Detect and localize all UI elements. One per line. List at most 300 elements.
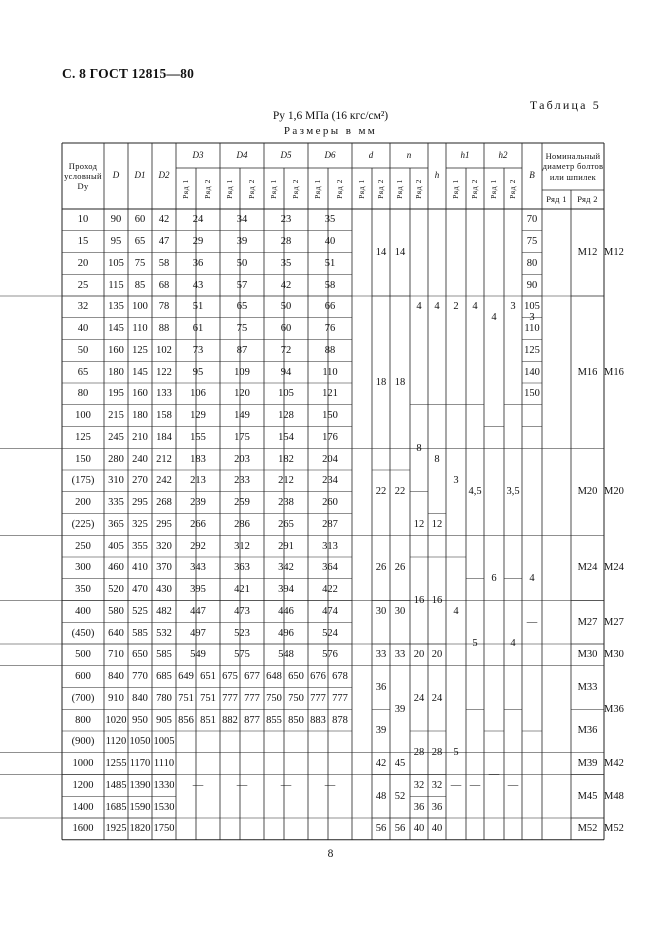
row-D: 310 [108, 475, 124, 487]
merged-b1-cell: M24 [577, 562, 598, 574]
merged-n2-cell: 28 [431, 747, 443, 759]
row-D1: 1590 [129, 801, 151, 813]
row-D: 215 [108, 410, 124, 422]
row-D2: 482 [156, 605, 172, 617]
row-D2: 102 [156, 344, 172, 356]
header-bolt-row2: Ряд 2 [577, 194, 598, 205]
row-D3: 497 [190, 627, 206, 639]
row-D4b: 677 [244, 671, 260, 683]
header-h: h [434, 170, 440, 181]
row-D2: 1005 [153, 736, 175, 748]
dash-D4: — [236, 779, 248, 791]
merged-b2-cell: M48 [604, 790, 624, 802]
row-D1: 770 [132, 671, 148, 683]
row-D4: 34 [236, 214, 248, 226]
row-D6b: 777 [332, 692, 348, 704]
row-dy: (900) [71, 736, 95, 748]
row-D: 95 [110, 236, 122, 248]
dash-D5: — [280, 779, 292, 791]
row-D5b: 850 [288, 714, 304, 726]
row-D2: 685 [156, 671, 172, 683]
row-D: 365 [108, 518, 124, 530]
header-D5: D5 [280, 149, 292, 160]
header-sub-row1-text: Ряд 1 [181, 178, 191, 199]
row-D4: 203 [234, 453, 250, 465]
row-dy: 300 [75, 562, 91, 574]
row-D3: 129 [190, 410, 206, 422]
row-D5: 128 [278, 410, 294, 422]
page-header: С. 8 ГОСТ 12815—80 [62, 66, 195, 81]
header-D3: D3 [192, 149, 204, 160]
merged-n2-cell: 12 [431, 518, 443, 530]
row-dy: (700) [71, 692, 95, 704]
header-sub-row2 [410, 168, 428, 209]
merged-h22-cell: 3 [529, 312, 535, 324]
row-D5: 105 [278, 388, 294, 400]
header-sub-row2 [466, 168, 484, 209]
row-D5: 496 [278, 627, 294, 639]
row-D2: 42 [158, 214, 170, 226]
row-D6: 576 [322, 649, 338, 661]
header-h2: h2 [498, 149, 508, 160]
merged-d2-cell: 14 [394, 246, 406, 258]
dash-h21: — [488, 768, 500, 780]
row-B: 110 [524, 323, 540, 335]
row-dy: 200 [75, 497, 91, 509]
merged-d1-cell: 14 [375, 246, 387, 258]
row-D2: 133 [156, 388, 172, 400]
row-D4: 75 [236, 323, 248, 335]
row-D6: 287 [322, 518, 338, 530]
merged-d2-cell: 26 [394, 562, 406, 574]
row-dy: 800 [75, 714, 91, 726]
header-sub-row2 [328, 168, 352, 209]
row-D4: 57 [236, 279, 248, 291]
merged-b2-cell: M16 [604, 366, 624, 378]
merged-b1-cell: M27 [577, 616, 598, 628]
row-D2: 58 [158, 257, 170, 269]
row-dy: 100 [75, 410, 91, 422]
row-D3: 24 [192, 214, 204, 226]
merged-h11-cell: 5 [472, 638, 478, 650]
merged-h11-cell: 4,5 [468, 486, 482, 498]
row-D6: 76 [324, 323, 336, 335]
row-D1: 355 [132, 540, 148, 552]
row-D5: 50 [280, 301, 292, 313]
row-dy: 500 [75, 649, 91, 661]
row-D2: 158 [156, 410, 172, 422]
row-D5: 265 [278, 518, 294, 530]
row-D4: 575 [234, 649, 250, 661]
row-dy: 1200 [72, 779, 94, 791]
row-D6: 58 [324, 279, 336, 291]
row-D6: 121 [322, 388, 338, 400]
merged-n1-cell: 28 [413, 747, 425, 759]
row-dy: 350 [75, 584, 91, 596]
row-D1: 410 [132, 562, 148, 574]
row-D: 840 [108, 671, 124, 683]
row-D4a: 777 [222, 692, 238, 704]
row-D: 180 [108, 366, 124, 378]
merged-b2-cell: M27 [604, 616, 624, 628]
row-D3: 73 [192, 344, 204, 356]
header-sub-row1 [220, 168, 240, 209]
header-sub-row1 [308, 168, 328, 209]
row-D4a: 882 [222, 714, 238, 726]
row-D4: 233 [234, 475, 250, 487]
header-sub-row1-text: Ряд 1 [489, 178, 499, 199]
header-sub-row2 [240, 168, 264, 209]
row-D5: 548 [278, 649, 294, 661]
row-D1: 160 [132, 388, 148, 400]
row-dy: (225) [71, 518, 95, 530]
row-D1: 180 [132, 410, 148, 422]
merged-n1-cell: 32 [413, 779, 425, 791]
row-D4a: 675 [222, 671, 238, 683]
row-D1: 65 [134, 236, 146, 248]
row-D2: 47 [158, 236, 170, 248]
merged-d2-cell: 33 [394, 649, 406, 661]
merged-h21-cell: 3 [510, 301, 516, 313]
row-D5: 60 [280, 323, 292, 335]
row-D2: 1530 [153, 801, 175, 813]
row-D1: 75 [134, 257, 146, 269]
row-D5b: 750 [288, 692, 304, 704]
row-D1: 1820 [129, 823, 151, 835]
row-D3: 549 [190, 649, 206, 661]
row-D3: 213 [190, 475, 206, 487]
row-dy: 1600 [72, 823, 94, 835]
merged-h-cell: 4 [453, 605, 459, 617]
row-D6: 204 [322, 453, 338, 465]
header-D: D [112, 170, 120, 181]
row-D6: 176 [322, 431, 338, 443]
row-D1: 325 [132, 518, 148, 530]
row-D4: 312 [234, 540, 250, 552]
dash-B: — [526, 616, 538, 628]
row-D3: 183 [190, 453, 206, 465]
dash-D3: — [192, 779, 204, 791]
merged-d1-cell: 48 [375, 790, 387, 802]
header-D2: D2 [158, 170, 170, 181]
row-D1: 1390 [129, 779, 151, 791]
row-D6: 364 [322, 562, 338, 574]
row-dy: (450) [71, 627, 95, 639]
row-D4: 259 [234, 497, 250, 509]
row-D4: 473 [234, 605, 250, 617]
row-D2: 780 [156, 692, 172, 704]
merged-b2-cell: M42 [604, 758, 624, 770]
row-D6a: 676 [310, 671, 326, 683]
header-sub-row1-text: Ряд 1 [451, 178, 461, 199]
row-D3: 292 [190, 540, 206, 552]
row-D: 160 [108, 344, 124, 356]
header-dy: Проход условный Dy [64, 160, 102, 192]
header-sub-row1-text: Ряд 1 [225, 178, 235, 199]
row-D5: 94 [280, 366, 292, 378]
merged-n2-cell: 40 [431, 823, 443, 835]
row-D6: 35 [324, 214, 336, 226]
header-sub-row1-text: Ряд 1 [357, 178, 367, 199]
merged-b1-cell: M33 [577, 681, 598, 693]
row-D: 115 [108, 279, 124, 291]
row-D2: 242 [156, 475, 172, 487]
header-sub-row1 [176, 168, 196, 209]
row-D2: 585 [156, 649, 172, 661]
header-sub-row1 [352, 168, 372, 209]
row-D6: 234 [322, 475, 338, 487]
page-number: 8 [327, 848, 334, 860]
header-D1: D1 [134, 170, 146, 181]
row-B: 150 [524, 388, 540, 400]
row-D: 145 [108, 323, 124, 335]
merged-d2-cell: 22 [394, 486, 406, 498]
merged-n1-cell: 8 [416, 442, 422, 454]
header-n: n [406, 149, 412, 160]
header-sub-row1 [446, 168, 466, 209]
merged-d2-cell: 45 [394, 758, 406, 770]
header-bolts: Номинальный диаметр болтов или шпилек [542, 151, 604, 182]
header-sub-row1-text: Ряд 1 [313, 178, 323, 199]
header-sub-row2 [504, 168, 522, 209]
merged-d2-cell: 56 [394, 823, 406, 835]
row-D6b: 878 [332, 714, 348, 726]
row-dy: 40 [77, 323, 89, 335]
header-h1: h1 [460, 149, 470, 160]
row-D3b: 651 [200, 671, 216, 683]
row-dy: 125 [75, 431, 91, 443]
row-D: 245 [108, 431, 124, 443]
merged-b1-cell: M12 [577, 246, 598, 258]
row-D4: 39 [236, 236, 248, 248]
merged-d1-cell: 39 [375, 725, 387, 737]
header-sub-row2-text: Ряд 2 [335, 178, 345, 199]
row-D4: 421 [234, 584, 250, 596]
merged-n1-cell: 40 [413, 823, 425, 835]
row-D1: 295 [132, 497, 148, 509]
merged-b1-cell: M20 [577, 486, 598, 498]
header-sub-row2 [196, 168, 220, 209]
row-D2: 430 [156, 584, 172, 596]
merged-b1-cell: M39 [577, 758, 598, 770]
row-D1: 525 [132, 605, 148, 617]
row-B: 140 [524, 366, 540, 378]
header-B: B [529, 170, 535, 181]
row-B: 70 [526, 214, 538, 226]
row-dy: 600 [75, 671, 91, 683]
pressure-line: Pу 1,6 МПа (16 кгс/см²) [272, 110, 389, 122]
merged-h21-cell: 3,5 [506, 486, 520, 498]
row-dy: 32 [77, 301, 89, 313]
merged-h-cell: 3 [453, 475, 459, 487]
row-dy: 25 [77, 279, 89, 291]
merged-n2-cell: 36 [431, 801, 443, 813]
dash-h22: — [507, 779, 519, 791]
row-D3: 343 [190, 562, 206, 574]
header-sub-row2-text: Ряд 2 [470, 178, 480, 199]
row-D2: 905 [156, 714, 172, 726]
row-D6: 40 [324, 236, 336, 248]
row-D4: 87 [236, 344, 248, 356]
header-sub-row2-text: Ряд 2 [508, 178, 518, 199]
row-D5: 72 [280, 344, 292, 356]
row-dy: 20 [77, 257, 89, 269]
row-D2: 78 [158, 301, 170, 313]
header-sub-row2 [284, 168, 308, 209]
row-D3: 61 [192, 323, 204, 335]
row-D2: 212 [156, 453, 172, 465]
header-bolt-row1: Ряд 1 [546, 194, 567, 205]
merged-d2-cell: 18 [394, 377, 406, 389]
row-D5: 28 [280, 236, 292, 248]
merged-d1-cell: 36 [375, 681, 387, 693]
merged-d2-cell: 39 [394, 703, 406, 715]
merged-d1-cell: 26 [375, 562, 387, 574]
merged-n1-cell: 24 [413, 692, 425, 704]
row-D5: 291 [278, 540, 294, 552]
row-D3a: 751 [178, 692, 194, 704]
row-D: 195 [108, 388, 124, 400]
row-dy: (175) [71, 475, 95, 487]
merged-n2-cell: 32 [431, 779, 443, 791]
row-D: 1685 [105, 801, 127, 813]
row-D1: 585 [132, 627, 148, 639]
row-D3: 155 [190, 431, 206, 443]
row-D4: 50 [236, 257, 248, 269]
row-D6a: 777 [310, 692, 326, 704]
merged-n1-cell: 12 [413, 518, 425, 530]
row-D4: 109 [234, 366, 250, 378]
header-sub-row1 [264, 168, 284, 209]
merged-b2-cell: M20 [604, 486, 624, 498]
row-B: 80 [526, 257, 538, 269]
row-D6a: 883 [310, 714, 326, 726]
row-D: 1020 [105, 714, 127, 726]
row-D4b: 777 [244, 692, 260, 704]
row-D2: 268 [156, 497, 172, 509]
dash-h11: — [450, 779, 462, 791]
row-D5: 154 [278, 431, 294, 443]
row-D2: 370 [156, 562, 172, 574]
merged-d1-cell: 42 [375, 758, 387, 770]
row-D: 710 [108, 649, 124, 661]
row-D2: 68 [158, 279, 170, 291]
merged-d1-cell: 22 [375, 486, 387, 498]
merged-h12-cell: 6 [491, 573, 497, 585]
header-sub-row1-text: Ряд 1 [395, 178, 405, 199]
row-D2: 122 [156, 366, 172, 378]
row-D: 335 [108, 497, 124, 509]
row-D6: 422 [322, 584, 338, 596]
row-D1: 650 [132, 649, 148, 661]
row-D2: 1750 [153, 823, 175, 835]
merged-b2-cell: M52 [604, 823, 624, 835]
header-D4: D4 [236, 149, 248, 160]
row-D3: 395 [190, 584, 206, 596]
row-D6: 150 [322, 410, 338, 422]
merged-h-cell: 2 [453, 301, 459, 313]
row-D1: 1050 [129, 736, 151, 748]
merged-b1-cell: M45 [577, 790, 598, 802]
merged-b1-cell: M16 [577, 366, 598, 378]
merged-b1-cell: M52 [577, 823, 598, 835]
row-D6: 51 [324, 257, 336, 269]
row-D5: 446 [278, 605, 294, 617]
row-D: 90 [110, 214, 122, 226]
row-D: 280 [108, 453, 124, 465]
header-sub-row1-text: Ряд 1 [269, 178, 279, 199]
row-dy: 15 [77, 236, 89, 248]
row-B: 105 [524, 301, 540, 313]
merged-n1-cell: 4 [416, 301, 422, 313]
merged-b2-cell: M36 [604, 703, 624, 715]
merged-h21-cell: 4 [510, 638, 516, 650]
row-D5a: 750 [266, 692, 282, 704]
row-D4: 149 [234, 410, 250, 422]
merged-n1-cell: 16 [413, 594, 425, 606]
row-D1: 100 [132, 301, 148, 313]
row-D: 640 [108, 627, 124, 639]
row-D1: 125 [132, 344, 148, 356]
row-dy: 1000 [72, 758, 94, 770]
merged-b2-cell: M24 [604, 562, 624, 574]
row-D3a: 649 [178, 671, 194, 683]
row-dy: 65 [77, 366, 89, 378]
row-D4: 175 [234, 431, 250, 443]
table-label: Таблица 5 [529, 98, 601, 112]
row-D5: 212 [278, 475, 294, 487]
row-D1: 840 [132, 692, 148, 704]
row-D: 1925 [105, 823, 127, 835]
row-B: 125 [524, 344, 540, 356]
merged-n2-cell: 16 [431, 594, 443, 606]
row-D1: 270 [132, 475, 148, 487]
merged-d1-cell: 30 [375, 605, 387, 617]
row-D1: 240 [132, 453, 148, 465]
row-D2: 1330 [153, 779, 175, 791]
row-D6b: 678 [332, 671, 348, 683]
row-D2: 1110 [153, 758, 175, 770]
row-D3b: 851 [200, 714, 216, 726]
merged-h-cell: 5 [453, 747, 459, 759]
merged-b2-cell: M30 [604, 649, 624, 661]
row-D3a: 856 [178, 714, 194, 726]
merged-n2-cell: 4 [434, 301, 440, 313]
row-D6: 524 [322, 627, 338, 639]
header-sub-row2-text: Ряд 2 [376, 178, 386, 199]
merged-n1-cell: 36 [413, 801, 425, 813]
row-D4: 65 [236, 301, 248, 313]
row-D3: 447 [190, 605, 206, 617]
header-sub-row1 [484, 168, 504, 209]
merged-b1-cell: M36 [577, 725, 598, 737]
dash-h12: — [469, 779, 481, 791]
row-D: 405 [108, 540, 124, 552]
merged-d2-cell: 52 [394, 790, 406, 802]
row-D5: 238 [278, 497, 294, 509]
row-D3: 29 [192, 236, 204, 248]
merged-n2-cell: 20 [431, 649, 443, 661]
header-sub-row2-text: Ряд 2 [247, 178, 257, 199]
row-D1: 110 [132, 323, 148, 335]
merged-n1-cell: 20 [413, 649, 425, 661]
row-D1: 85 [134, 279, 146, 291]
row-B: 90 [526, 279, 538, 291]
row-D5a: 648 [266, 671, 282, 683]
sizes-line: Размеры в мм [283, 125, 378, 137]
row-dy: 50 [77, 344, 89, 356]
row-B: 75 [526, 236, 538, 248]
